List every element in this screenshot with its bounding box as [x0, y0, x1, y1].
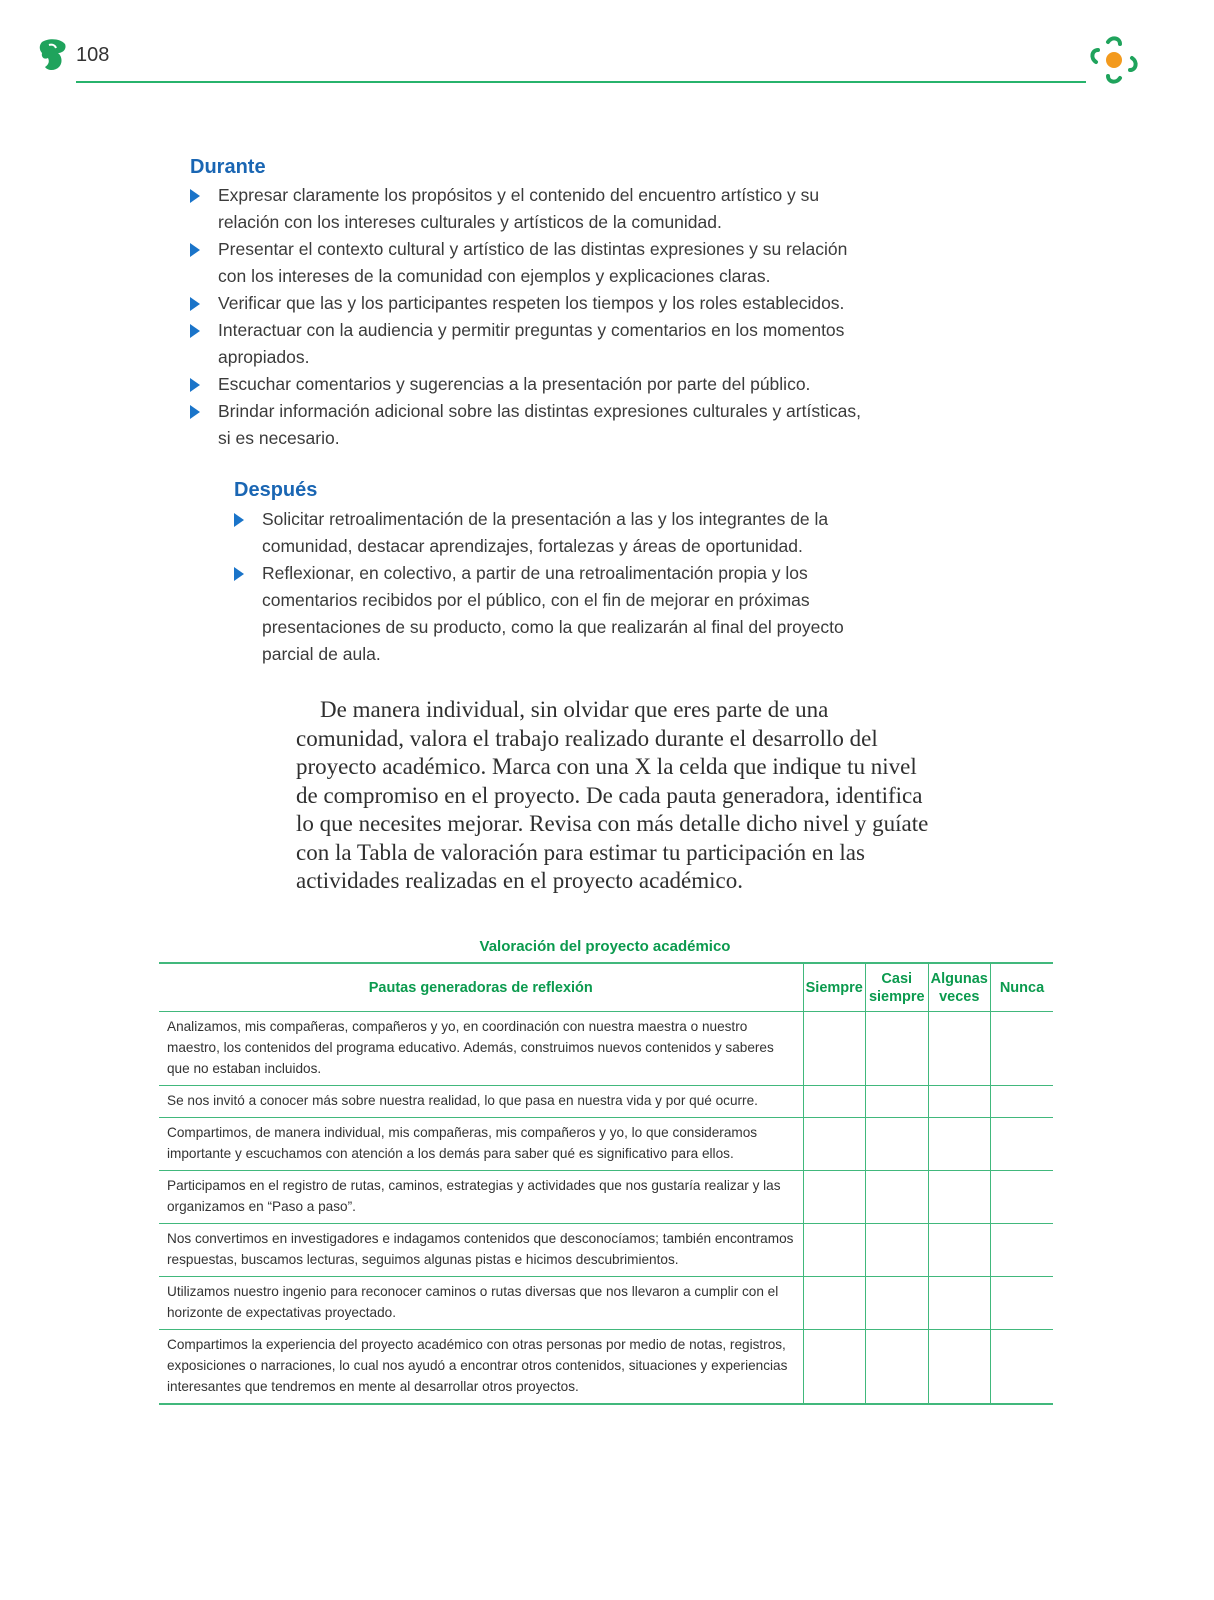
criterion-cell: Nos convertimos en investigadores e indagamos contenidos que desconocíamos; también encontramos respuestas, buscamos lecturas, seguimos algunas pistas e hicimos descubrimientos. — [159, 1224, 803, 1277]
criteria-column-header: Pautas generadoras de reflexión — [159, 963, 803, 1012]
criterion-cell: Participamos en el registro de rutas, caminos, estrategias y actividades que nos gustaría realizar y las organizamos en “Paso a paso”. — [159, 1171, 803, 1224]
bullet-triangle-icon — [190, 243, 200, 257]
siempre-cell[interactable] — [803, 1224, 866, 1277]
table-title: Valoración del proyecto académico — [479, 938, 731, 955]
nunca-cell[interactable] — [991, 1086, 1054, 1118]
casi-siempre-cell[interactable] — [866, 1224, 929, 1277]
nunca-cell[interactable] — [991, 1330, 1054, 1404]
casi-siempre-cell[interactable] — [866, 1277, 929, 1330]
criterion-cell: Compartimos, de manera individual, mis compañeras, mis compañeros y yo, lo que consideramos importante y escuchamos con atención a los demás para saber qué es significativo para ellos. — [159, 1118, 803, 1171]
algunas-veces-cell[interactable] — [928, 1171, 991, 1224]
table-row — [159, 1012, 1053, 1086]
instructions-paragraph: De manera individual, sin olvidar que eres parte de una comunidad, valora el trabajo realizado durante el desarrollo del proyecto académico. Marca con una X la celda que indique tu nivel de compromiso en el proyecto. De cada pauta generadora, identifica lo que necesites mejorar. Revisa con más detalle dicho nivel y guíate con la Tabla de valoración para estimar tu participación en las actividades realizadas en el proyecto académico. — [296, 697, 929, 893]
nunca-column-header: Nunca — [991, 963, 1054, 1012]
durante-list — [190, 182, 878, 452]
durante-heading: Durante — [190, 156, 266, 178]
casi-siempre-column-header: Casi siempre — [866, 963, 929, 1012]
header-rule — [76, 81, 1086, 83]
list-item: Solicitar retroalimentación de la presentación a las y los integrantes de la comunidad, destacar aprendizajes, fortalezas y áreas de oportunidad. — [234, 506, 854, 560]
list-item: Expresar claramente los propósitos y el contenido del encuentro artístico y su relación con los intereses culturales y artísticos de la comunidad. — [190, 182, 878, 236]
nunca-cell[interactable] — [991, 1012, 1054, 1086]
table-row — [159, 1118, 1053, 1171]
siempre-cell[interactable] — [803, 1086, 866, 1118]
criterion-cell: Se nos invitó a conocer más sobre nuestra realidad, lo que pasa en nuestra vida y por qué ocurre. — [159, 1086, 803, 1118]
community-logo-icon — [1086, 32, 1142, 88]
list-item: Interactuar con la audiencia y permitir preguntas y comentarios en los momentos apropiados. — [190, 317, 878, 371]
casi-siempre-cell[interactable] — [866, 1086, 929, 1118]
casi-siempre-cell[interactable] — [866, 1012, 929, 1086]
bullet-triangle-icon — [190, 189, 200, 203]
siempre-cell[interactable] — [803, 1330, 866, 1404]
bullet-triangle-icon — [234, 513, 244, 527]
table-row — [159, 1086, 1053, 1118]
criterion-cell: Utilizamos nuestro ingenio para reconocer caminos o rutas diversas que nos llevaron a cumplir con el horizonte de expectativas proyectado. — [159, 1277, 803, 1330]
nunca-cell[interactable] — [991, 1118, 1054, 1171]
nunca-cell[interactable] — [991, 1277, 1054, 1330]
rubric-table — [159, 962, 1053, 1405]
siempre-cell[interactable] — [803, 1118, 866, 1171]
siempre-cell[interactable] — [803, 1277, 866, 1330]
list-item: Verificar que las y los participantes respeten los tiempos y los roles establecidos. — [190, 290, 878, 317]
table-row — [159, 1330, 1053, 1404]
nunca-cell[interactable] — [991, 1224, 1054, 1277]
siempre-cell[interactable] — [803, 1171, 866, 1224]
algunas-veces-cell[interactable] — [928, 1224, 991, 1277]
casi-siempre-cell[interactable] — [866, 1330, 929, 1404]
algunas-veces-cell[interactable] — [928, 1277, 991, 1330]
bullet-triangle-icon — [234, 567, 244, 581]
siempre-column-header: Siempre — [803, 963, 866, 1012]
table-row — [159, 1171, 1053, 1224]
algunas-veces-cell[interactable] — [928, 1086, 991, 1118]
list-item: Escuchar comentarios y sugerencias a la presentación por parte del público. — [190, 371, 878, 398]
siempre-cell[interactable] — [803, 1012, 866, 1086]
algunas-veces-column-header: Algunas veces — [928, 963, 991, 1012]
criterion-cell: Compartimos la experiencia del proyecto académico con otras personas por medio de notas, registros, exposiciones o narraciones, lo cual nos ayudó a encontrar otros contenidos, situaciones y experiencias interesantes que tendremos en mente al desarrollar otros proyectos. — [159, 1330, 803, 1404]
nunca-cell[interactable] — [991, 1171, 1054, 1224]
algunas-veces-cell[interactable] — [928, 1330, 991, 1404]
bullet-triangle-icon — [190, 297, 200, 311]
list-item: Brindar información adicional sobre las distintas expresiones culturales y artísticas, si es necesario. — [190, 398, 878, 452]
list-item: Reflexionar, en colectivo, a partir de una retroalimentación propia y los comentarios recibidos por el público, con el fin de mejorar en próximas presentaciones de su producto, como la que realizarán al final del proyecto parcial de aula. — [234, 560, 854, 668]
bullet-triangle-icon — [190, 405, 200, 419]
section-emblem-icon — [38, 36, 68, 74]
algunas-veces-cell[interactable] — [928, 1118, 991, 1171]
bullet-triangle-icon — [190, 324, 200, 338]
despues-heading: Después — [234, 479, 318, 501]
casi-siempre-cell[interactable] — [866, 1118, 929, 1171]
table-header-row — [159, 963, 1053, 1012]
algunas-veces-cell[interactable] — [928, 1012, 991, 1086]
list-item: Presentar el contexto cultural y artístico de las distintas expresiones y su relación con los intereses de la comunidad con ejemplos y explicaciones claras. — [190, 236, 878, 290]
despues-list — [234, 506, 854, 668]
table-row — [159, 1224, 1053, 1277]
table-row — [159, 1277, 1053, 1330]
criterion-cell: Analizamos, mis compañeras, compañeros y yo, en coordinación con nuestra maestra o nuestro maestro, los contenidos del programa educativo. Además, construimos nuevos contenidos y saberes que no estaban incluidos. — [159, 1012, 803, 1086]
casi-siempre-cell[interactable] — [866, 1171, 929, 1224]
bullet-triangle-icon — [190, 378, 200, 392]
page-number: 108 — [76, 44, 110, 66]
